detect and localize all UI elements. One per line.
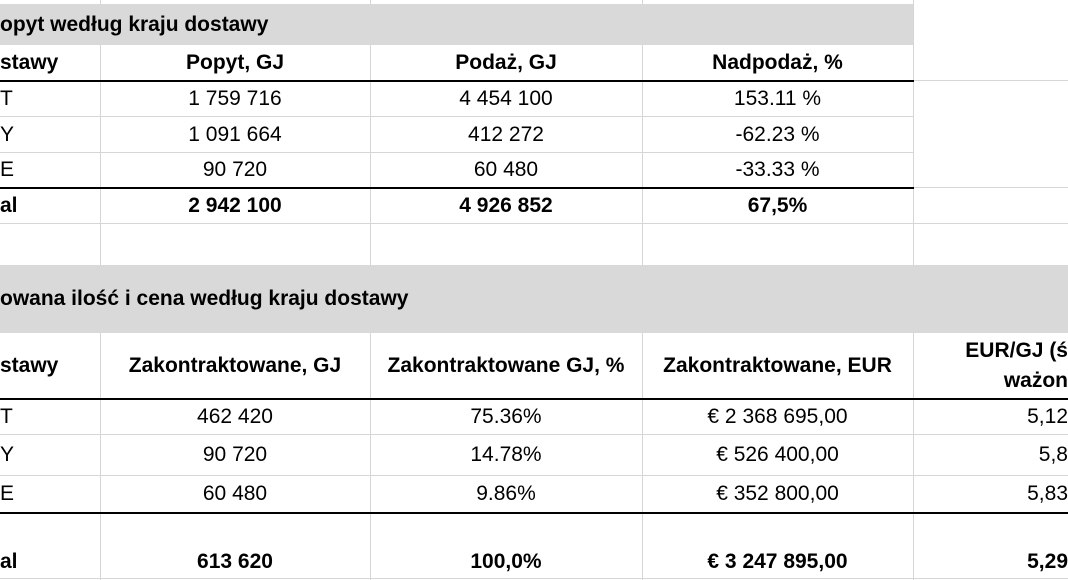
table2-header-price-line2: ważon	[1003, 368, 1068, 392]
table1-row1-oversupply: 153.11 %	[733, 86, 822, 110]
table1-total-oversupply: 67,5%	[747, 194, 808, 217]
table2-row2-price: 5,8	[1038, 443, 1068, 466]
table2-header-gj: Zakontraktowane, GJ	[128, 353, 342, 377]
table2-total-eur: € 3 247 895,00	[707, 550, 848, 573]
table2-total-price: 5,29	[1027, 550, 1068, 573]
table2-row2-eur: € 526 400,00	[716, 443, 839, 466]
table1-header-country: stawy	[0, 50, 59, 74]
gridline	[914, 187, 1068, 188]
table1-row3-oversupply: -33.33 %	[735, 158, 820, 181]
table2-row3-gj: 60 480	[202, 482, 268, 505]
table2-title: owana ilość i cena według kraju dostawy	[0, 287, 409, 310]
table1-total-demand: 2 942 100	[188, 194, 282, 217]
table1-row1-country: T	[0, 86, 13, 110]
table1-row1-demand: 1 759 716	[188, 86, 282, 110]
table2-row2-pct: 14.78%	[470, 443, 542, 466]
table2-header-price	[914, 333, 1068, 398]
table1-total-supply: 4 926 852	[459, 194, 553, 217]
table2-row1-country: T	[0, 405, 13, 428]
table2-row2-gj: 90 720	[202, 443, 268, 466]
table2-row3-pct: 9.86%	[476, 482, 536, 505]
table1-row2-country: Y	[0, 122, 15, 146]
table2-row2-country: Y	[0, 443, 15, 466]
table2-total-pct: 100,0%	[470, 550, 542, 573]
gridline	[913, 4, 914, 265]
table2-total-label: al	[0, 550, 18, 573]
table2-row1-eur: € 2 368 695,00	[707, 405, 848, 428]
table1-row1-supply: 4 454 100	[459, 86, 553, 110]
table2-total-gj: 613 620	[197, 550, 273, 573]
table2-row1-pct: 75.36%	[470, 405, 542, 428]
table2-header-price-line1: EUR/GJ (ś	[965, 338, 1068, 362]
table1-title: opyt według kraju dostawy	[0, 12, 269, 36]
table1-total-label: al	[0, 194, 18, 217]
table1-header-demand: Popyt, GJ	[185, 50, 285, 74]
table2-row1-gj: 462 420	[197, 405, 273, 428]
table1-row3-demand: 90 720	[202, 158, 268, 181]
gridline	[914, 80, 1068, 81]
table1-row2-oversupply: -62.23 %	[735, 122, 820, 146]
table2-row3-country: E	[0, 482, 15, 505]
table1-row3-country: E	[0, 158, 15, 181]
table1-header-supply: Podaż, GJ	[455, 50, 557, 74]
table1-row3-supply: 60 480	[473, 158, 539, 181]
table2-header-eur: Zakontraktowane, EUR	[663, 353, 892, 377]
table2-header-pct: Zakontraktowane GJ, %	[387, 353, 625, 377]
table1-row2-supply: 412 272	[468, 122, 544, 146]
table2-total-rule	[0, 512, 1068, 514]
table2-row3-eur: € 352 800,00	[716, 482, 839, 505]
table1-row2-demand: 1 091 664	[188, 122, 282, 146]
gridline	[0, 223, 1068, 224]
table1-header-oversupply: Nadpodaż, %	[712, 50, 843, 74]
table2-row3-price: 5,83	[1027, 482, 1068, 505]
table2-row1-price: 5,12	[1027, 405, 1068, 428]
table2-header-country: stawy	[0, 353, 59, 377]
